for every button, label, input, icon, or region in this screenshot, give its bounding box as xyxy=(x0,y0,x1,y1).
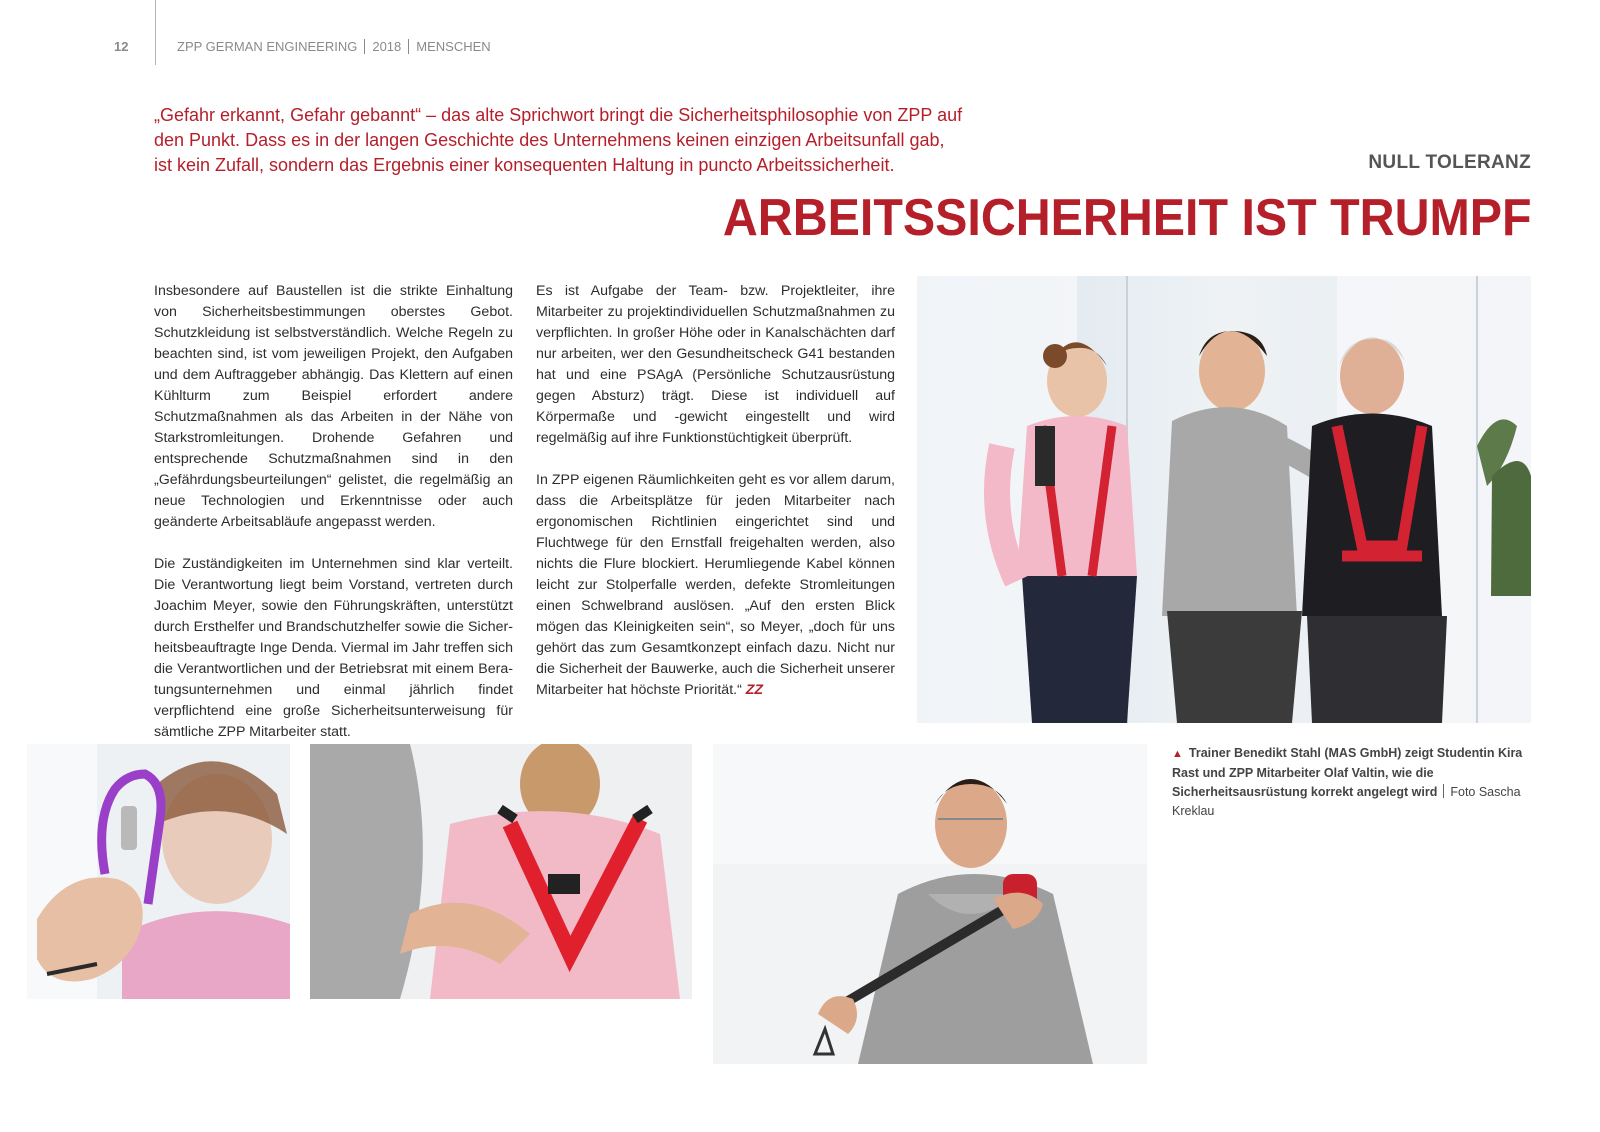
photo-caption xyxy=(1172,744,1532,821)
photo-credit: Foto Sascha Kreklau xyxy=(1172,785,1521,818)
body-column-left xyxy=(154,281,513,764)
headline: ARBEITSSICHERHEIT IST TRUMPF xyxy=(723,189,1532,247)
trainer-photo-image xyxy=(713,744,1147,1064)
lead-line: ist kein Zufall, sondern das Ergebnis einer konsequenten Haltung in puncto Arbeitssicherheit. xyxy=(154,155,895,175)
caption-separator xyxy=(1443,784,1444,798)
end-mark-icon: ZZ xyxy=(745,682,764,698)
issue-year: 2018 xyxy=(372,39,402,54)
section-name: MENSCHEN xyxy=(416,39,491,54)
main-photo-image xyxy=(917,276,1531,723)
body-paragraph: Die Zuständigkeiten im Unternehmen sind klar verteilt. Die Verantwortung liegt beim Vorstand, vertreten durch Joachim Meyer, sowie den Führungskräften, unterstützt durch Ersthelfer und Brandschutzhelfer sowie die Sicherheitsbeauftragte Inge Denda. Viermal im Jahr treffen sich die Verantwortlichen und der Betriebsrat mit einem Beratungsunternehmen und einmal jährlich findet verpflichtend eine große Sicherheitsunterweisung für sämtliche ZPP Mitarbeiter statt. xyxy=(154,556,513,740)
page-number: 12 xyxy=(114,39,129,54)
publication-name: ZPP GERMAN ENGINEERING xyxy=(177,39,358,54)
lead-line: „Gefahr erkannt, Gefahr gebannt“ – das alte Sprichwort bringt die Sicherheitsphilosophie von ZPP auf xyxy=(154,105,963,125)
carabiner-photo xyxy=(27,744,290,999)
kicker: NULL TOLERANZ xyxy=(1368,152,1531,173)
body-paragraph-last xyxy=(536,470,895,701)
caption-triangle-icon: ▲ xyxy=(1172,748,1183,760)
body-paragraph: Es ist Aufgabe der Team- bzw. Projektleiter, ihre Mitarbeiter zu projektindividuellen Schutzmaßnahmen zu verpflichten. In großer Höhe oder in Kanalschächten darf nur arbeiten, wer den Gesundheitscheck G41 bestanden hat und eine PSAgA (Persönliche Schutzausrüstung gegen Absturz) trägt. Diese ist individuell auf Körpermaße und -gewicht eingestellt und wird regelmäßig auf ihre Funktionstüchtigkeit überprüft. xyxy=(536,283,895,446)
body-column-middle xyxy=(536,281,895,722)
caption-text: Trainer Benedikt Stahl (MAS GmbH) zeigt Studentin Kira Rast und ZPP Mitarbeiter Olaf Valtin, wie die Sicherheitsausrüstung korrekt angelegt wird xyxy=(1172,746,1523,799)
running-head xyxy=(177,39,491,54)
header-rule xyxy=(155,0,156,65)
harness-back-photo xyxy=(310,744,692,999)
main-photo xyxy=(917,276,1531,723)
harness-back-photo-image xyxy=(310,744,692,999)
body-paragraph-text: In ZPP eigenen Räumlichkeiten geht es vor allem darum, dass die Arbeitsplätze für jeden Mitarbeiter nach ergonomischen Richtlinien eingerichtet sind und Fluchtwege für den Ernstfall freigehalten werden, also nichts die Flure blockiert. Herumliegende Kabel können leicht zur Stolperfalle werden, defekte Stromleitungen einen Schwelbrand auslösen. „Auf den ersten Blick mögen das Kleinigkeiten sein“, so Meyer, „doch für uns gehört das zum Gesamtkonzept einfach dazu. Nicht nur die Sicherheit der Bauwerke, auch die Sicherheit unserer Mitarbeiter hat höchste Priorität.“ xyxy=(536,472,895,698)
carabiner-photo-image xyxy=(27,744,290,999)
lead-paragraph xyxy=(154,103,963,178)
header-separator xyxy=(364,39,365,54)
trainer-photo xyxy=(713,744,1147,1064)
lead-line: den Punkt. Dass es in der langen Geschichte des Unternehmens keinen einzigen Arbeitsunfall gab, xyxy=(154,130,945,150)
body-paragraph: Insbesondere auf Baustellen ist die strikte Einhaltung von Sicherheitsbestimmungen oberstes Gebot. Schutzkleidung ist selbstverständlich. Welche Regeln zu beachten sind, ist vom jeweiligen Projekt, den Aufgaben und dem Auftraggeber abhängig. Das Klettern auf einen Kühlturm zum Beispiel erfordert andere Schutzmaßnahmen als das Arbeiten in der Nähe von Starkstromleitungen. Drohende Gefahren und entsprechende Schutzmaßnahmen sind in den „Gefährdungsbeurteilungen“ gelistet, die regelmäßig an neue Technologien und Erkenntnisse oder auch geänderte Arbeitsabläufe angepasst werden. xyxy=(154,283,513,530)
header-separator xyxy=(408,39,409,54)
